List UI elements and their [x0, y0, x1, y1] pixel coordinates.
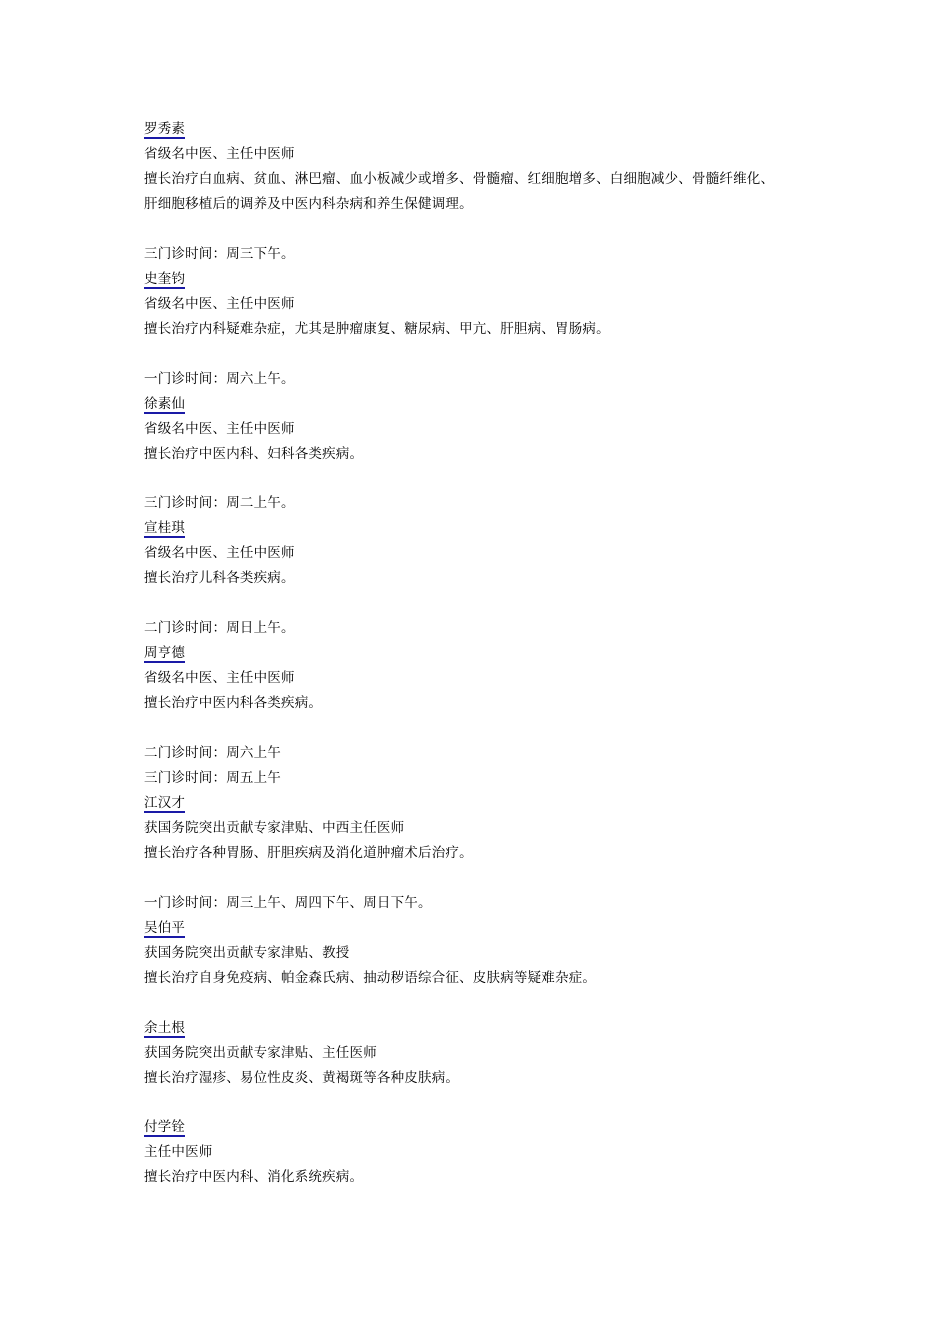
doctor-name-row — [144, 1016, 864, 1041]
doctor-title: 主任中医师 — [144, 1144, 213, 1161]
paragraph-spacer — [144, 467, 864, 492]
paragraph-spacer — [144, 591, 864, 616]
doctor-entry — [144, 1016, 864, 1116]
doctor-specialty: 肝细胞移植后的调养及中医内科杂病和养生保健调理。 — [144, 196, 473, 212]
doctor-name-row — [144, 267, 864, 292]
clinic-schedule: 一门诊时间：周三上午、周四下午、周日下午。 — [144, 894, 432, 911]
clinic-schedule: 三门诊时间：周五上午 — [144, 769, 281, 786]
doctor-specialty: 擅长治疗内科疑难杂症，尤其是肿瘤康复、糖尿病、甲亢、肝胆病、胃肠病。 — [144, 320, 610, 337]
doctor-name-link[interactable]: 徐素仙 — [144, 395, 186, 412]
paragraph-spacer — [144, 991, 864, 1016]
doctor-name-row — [144, 392, 864, 417]
doctor-title: 省级名中医、主任中医师 — [144, 670, 295, 687]
paragraph-spacer — [144, 716, 864, 741]
doctor-entry — [144, 117, 864, 267]
doctor-title: 获国务院突出贡献专家津贴、中西主任医师 — [144, 819, 405, 836]
doctor-specialty: 擅长治疗自身免疫病、帕金森氏病、抽动秽语综合征、皮肤病等疑难杂症。 — [144, 969, 597, 986]
doctor-specialty: 擅长治疗各种胃肠、肝胆疾病及消化道肿瘤术后治疗。 — [144, 844, 473, 861]
doctor-entry — [144, 641, 864, 791]
doctor-directory — [144, 117, 864, 1215]
doctor-specialty: 擅长治疗中医内科各类疾病。 — [144, 695, 323, 712]
doctor-name-link[interactable]: 付学铨 — [144, 1119, 186, 1136]
doctor-entry — [144, 1115, 864, 1215]
doctor-entry — [144, 916, 864, 1016]
doctor-entry — [144, 516, 864, 641]
paragraph-spacer — [144, 1190, 864, 1215]
doctor-entry — [144, 392, 864, 517]
doctor-name-row — [144, 117, 864, 142]
doctor-specialty: 擅长治疗白血病、贫血、淋巴瘤、血小板减少或增多、骨髓瘤、红细胞增多、白细胞减少、骨髓纤维化、 — [144, 171, 775, 187]
doctor-entry — [144, 791, 864, 916]
doctor-title: 省级名中医、主任中医师 — [144, 295, 295, 312]
doctor-title: 获国务院突出贡献专家津贴、教授 — [144, 944, 350, 961]
paragraph-spacer — [144, 217, 864, 242]
paragraph-spacer — [144, 866, 864, 891]
doctor-name-row — [144, 1115, 864, 1140]
doctor-name-link[interactable]: 宣桂琪 — [144, 520, 186, 537]
clinic-schedule: 二门诊时间：周日上午。 — [144, 620, 295, 637]
doctor-entry — [144, 267, 864, 392]
doctor-specialty: 擅长治疗儿科各类疾病。 — [144, 570, 295, 587]
clinic-schedule: 二门诊时间：周六上午 — [144, 744, 281, 761]
doctor-name-row — [144, 516, 864, 541]
doctor-name-row — [144, 916, 864, 941]
doctor-name-link[interactable]: 罗秀素 — [144, 121, 186, 137]
doctor-title: 省级名中医、主任中医师 — [144, 545, 295, 562]
doctor-specialty: 擅长治疗中医内科、消化系统疾病。 — [144, 1169, 364, 1186]
doctor-title: 省级名中医、主任中医师 — [144, 420, 295, 437]
doctor-name-link[interactable]: 吴伯平 — [144, 919, 186, 936]
clinic-schedule: 三门诊时间：周二上午。 — [144, 495, 295, 512]
doctor-name-row — [144, 641, 864, 666]
doctor-specialty: 擅长治疗中医内科、妇科各类疾病。 — [144, 445, 364, 462]
paragraph-spacer — [144, 342, 864, 367]
doctor-title: 省级名中医、主任中医师 — [144, 146, 295, 162]
clinic-schedule: 一门诊时间：周六上午。 — [144, 370, 295, 387]
clinic-schedule: 三门诊时间：周三下午。 — [144, 245, 295, 262]
doctor-specialty: 擅长治疗湿疹、易位性皮炎、黄褐斑等各种皮肤病。 — [144, 1069, 460, 1086]
doctor-name-link[interactable]: 余土根 — [144, 1019, 186, 1036]
doctor-name-link[interactable]: 周亨德 — [144, 645, 186, 662]
doctor-title: 获国务院突出贡献专家津贴、主任医师 — [144, 1044, 377, 1061]
doctor-name-link[interactable]: 江汉才 — [144, 794, 186, 811]
doctor-name-link[interactable]: 史奎钧 — [144, 270, 186, 287]
paragraph-spacer — [144, 1091, 864, 1116]
doctor-name-row — [144, 791, 864, 816]
